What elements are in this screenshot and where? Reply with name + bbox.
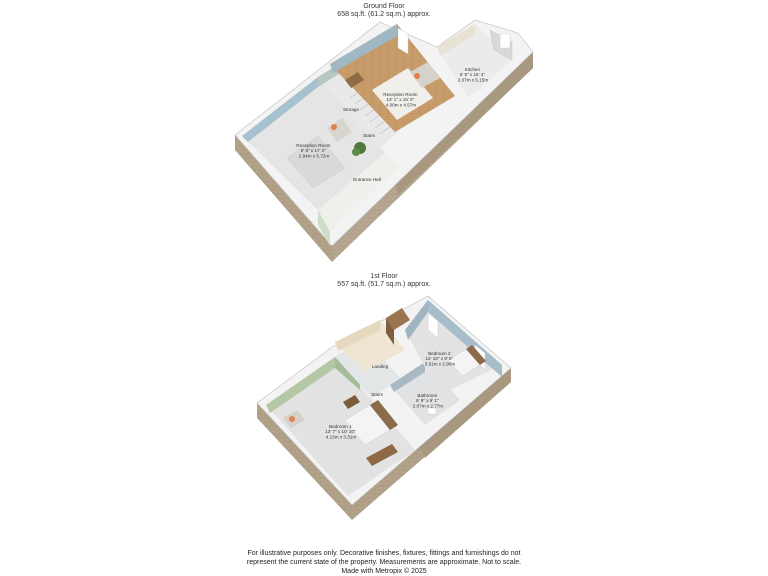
first-floor-area: 557 sq.ft. (51.7 sq.m.) approx.: [337, 281, 431, 288]
disclaimer-line-3: Made with Metropix © 2025: [341, 568, 427, 575]
bedroom1-imperial: 13' 7" x 10' 10": [325, 429, 356, 435]
kitchen-door: [500, 34, 510, 48]
bedroom2-metric: 3.91m x 2.90m: [424, 361, 456, 367]
first-floor-name: 1st Floor: [370, 273, 398, 280]
bathroom-imperial: 6' 9" x 9' 1": [416, 398, 439, 404]
storage-label: [343, 107, 360, 112]
front-reception-metric: 2.94m x 5.72m: [298, 153, 330, 159]
bedroom2-label: [425, 351, 456, 366]
ground-floor-plan: [235, 20, 533, 262]
stairs-name: Stairs: [363, 133, 375, 138]
first-stairs-label: [371, 392, 383, 397]
bedroom1-metric: 4.13m x 3.31m: [325, 434, 357, 440]
rear-reception-metric: 4.00m x 4.57m: [385, 102, 417, 108]
bedroom2-name: Bedroom 2: [428, 351, 451, 356]
disclaimer-line-2: represent the current state of the property. Measurements are approximate. Not to scale.: [246, 559, 522, 566]
front-reception-label: [296, 143, 332, 158]
kitchen-name: Kitchen: [464, 67, 481, 72]
bathroom-metric: 2.07m x 2.77m: [412, 403, 444, 409]
rear-reception-label: [383, 92, 419, 107]
kitchen-metric: 2.07m x 5.15m: [457, 77, 489, 83]
landing-name: Landing: [371, 364, 389, 369]
front-reception-imperial: 9' 8" x 17' 2": [300, 148, 326, 154]
first-floor-plan: [257, 296, 511, 520]
ground-floor-area: 658 sq.ft. (61.2 sq.m.) approx.: [337, 11, 431, 18]
landing-label: [372, 364, 389, 369]
bathroom-name: Bathroom: [417, 393, 438, 398]
front-reception-cushion: [331, 124, 337, 130]
bedroom1-cushion: [289, 416, 295, 422]
rear-reception-name: Reception Room: [383, 92, 418, 97]
first-stairs-name: Stairs: [371, 392, 383, 397]
ground-floor-name: Ground Floor: [363, 3, 405, 10]
stairs-label: [363, 133, 375, 138]
rear-reception-imperial: 13' 1" x 15' 0": [386, 97, 415, 103]
rear-reception-cushion: [414, 73, 420, 79]
entrance-hall-name: Entrance Hall: [353, 177, 381, 182]
kitchen-imperial: 6' 9" x 16' 4": [459, 72, 485, 78]
storage-name: Storage: [342, 107, 360, 112]
front-reception-name: Reception Room: [296, 143, 331, 148]
entrance-hall-label: [353, 177, 381, 182]
disclaimer: [0, 549, 768, 576]
disclaimer-line-1: For illustrative purposes only. Decorative finishes, fixtures, fittings and furnishings do not: [247, 550, 521, 557]
bedroom2-imperial: 12' 10" x 9' 6": [425, 356, 454, 362]
bathroom-basin: [428, 408, 436, 414]
bedroom1-name: Bedroom 1: [329, 424, 352, 429]
bedroom1-label: [325, 424, 357, 439]
